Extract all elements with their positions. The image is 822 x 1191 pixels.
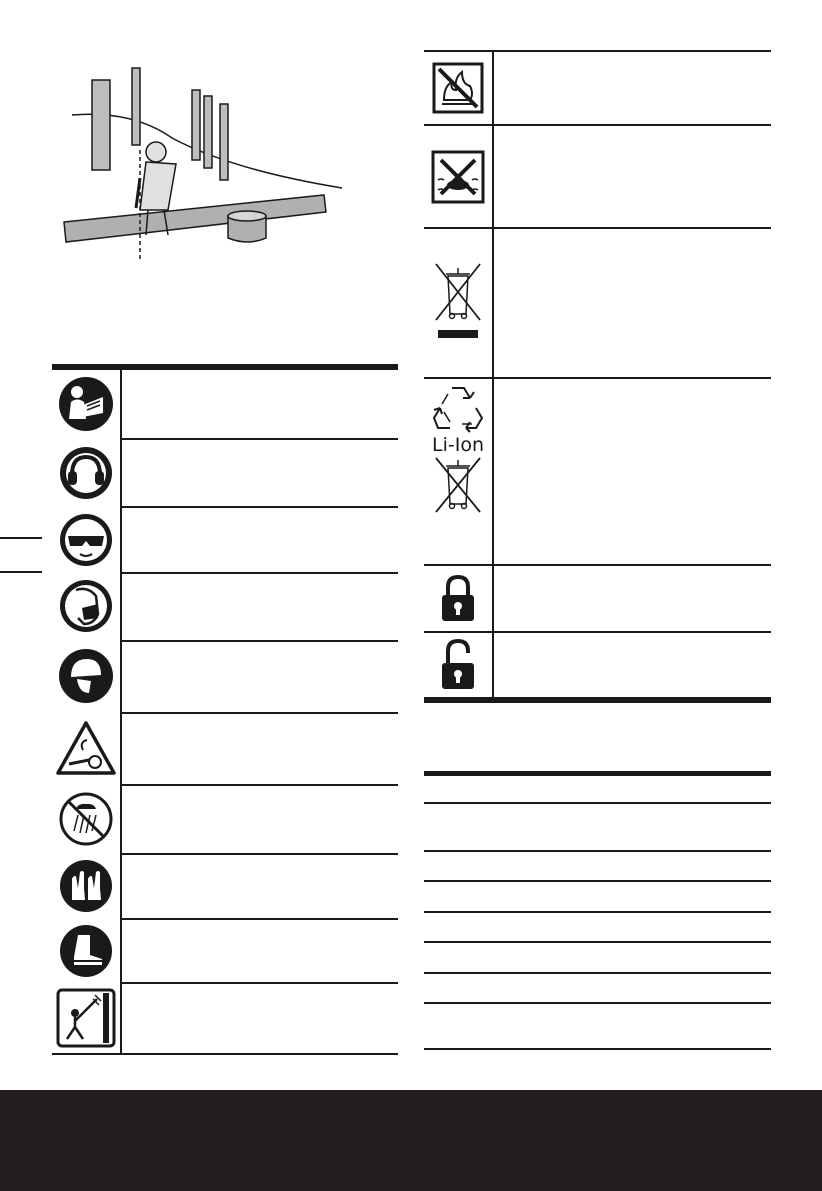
- dust-mask-icon: [54, 574, 118, 638]
- unlock-icon: [426, 634, 490, 696]
- spec-row-rule: [424, 911, 771, 913]
- right-row-rule: [424, 564, 771, 566]
- left-row-rule: [120, 784, 398, 786]
- spec-row-rule: [424, 802, 771, 804]
- gloves-icon: [54, 855, 118, 917]
- chainsaw-scene-icon: [52, 60, 382, 270]
- weee-bin-icon: [426, 230, 490, 376]
- left-row-rule: [120, 506, 398, 508]
- right-row-rule: [424, 124, 771, 126]
- left-row-rule: [120, 712, 398, 714]
- spec-row-rule: [424, 972, 771, 974]
- head-protection-icon: [54, 642, 118, 710]
- page-tab-marker: [0, 571, 42, 573]
- spec-table-top-rule: [424, 771, 771, 776]
- safety-boots-icon: [54, 920, 118, 982]
- spec-row-rule: [424, 850, 771, 852]
- left-row-rule: [120, 982, 398, 984]
- right-row-rule: [424, 227, 771, 229]
- recycle-symbol-icon: [432, 384, 484, 434]
- right-table-bottom-rule: [424, 697, 771, 703]
- no-water-icon: [426, 128, 490, 226]
- right-table-divider: [492, 52, 494, 698]
- spec-row-rule: [424, 1002, 771, 1004]
- eye-protection-icon: [54, 508, 118, 572]
- read-manual-icon: [54, 372, 118, 436]
- spec-table-bottom-rule: [424, 1048, 771, 1050]
- footer-bar: [0, 1090, 822, 1191]
- spec-row-rule: [424, 941, 771, 943]
- right-row-rule: [424, 377, 771, 379]
- kickback-warning-icon: [54, 714, 118, 782]
- right-row-rule: [424, 631, 771, 633]
- weee-bin-small-icon: [432, 456, 484, 518]
- lock-icon: [426, 567, 490, 629]
- li-ion-label: Li-Ion: [432, 434, 484, 456]
- left-row-rule: [120, 438, 398, 440]
- felling-illustration: [52, 60, 382, 270]
- left-row-rule: [120, 918, 398, 920]
- left-row-rule: [120, 572, 398, 574]
- right-table-top-rule: [424, 50, 771, 52]
- left-table-bottom-rule: [52, 1053, 398, 1055]
- no-fire-icon: [426, 54, 490, 122]
- overhead-clearance-icon: [54, 985, 118, 1051]
- left-table-top-rule: [52, 364, 398, 370]
- left-row-rule: [120, 853, 398, 855]
- no-rain-icon: [54, 786, 118, 852]
- recycle-li-ion-icon: [426, 384, 490, 560]
- ear-protection-icon: [54, 441, 118, 505]
- spec-row-rule: [424, 880, 771, 882]
- left-row-rule: [120, 640, 398, 642]
- page-tab-marker: [0, 537, 42, 539]
